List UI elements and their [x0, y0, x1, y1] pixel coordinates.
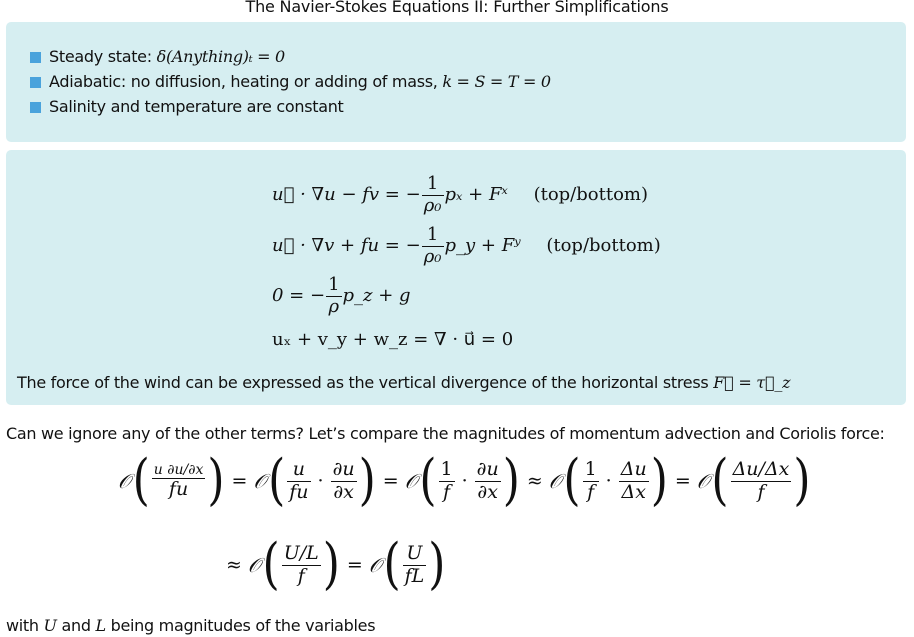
x-momentum-equation: u⃗ · ∇u − fv = − $\frac{1}{\text{ρ₀}}$ pₓ + Fˣ (top/bottom)	[272, 173, 648, 216]
bullet-square-icon	[30, 52, 41, 63]
scaling-equation-line-2: ≈ 𝒪 ( $\frac{U/L}{f}$ ) = 𝒪 ( $\frac{U}{fL}$ )	[226, 532, 446, 597]
scaling-equation-line-1: 𝒪 ( $\frac{u \partial u/\partial x}{fu}$ ) = 𝒪 ( $\frac{u}{fu}$ · $\frac{\partial u}{\partial x}$ ) = 𝒪 ( $\frac{1}{f}$ · $\frac{\partial u}{\partial x}$ ) ≈ 𝒪 ( $\frac{1}{f}$ · $\frac{\Delta u}{\Delta x}$ ) = 𝒪 ( $\frac{\Delta u/\Delta x}{f}$ )	[118, 448, 811, 513]
page-title: The Navier-Stokes Equations II: Further Simplifications	[245, 0, 669, 16]
assumption-item: Salinity and temperature are constant	[30, 94, 551, 119]
assumption-item: Steady state: δ(Anything)ₜ = 0	[30, 44, 551, 69]
footer-text: with U and L being magnitudes of the variables	[6, 616, 376, 635]
continuity-equation: uₓ + v_y + w_z = ∇ · u⃗ = 0	[272, 329, 514, 350]
bullet-square-icon	[30, 77, 41, 88]
hydrostatic-equation: 0 = − $\frac{1}{\rho}$ p_z + g	[272, 274, 411, 317]
question-text: Can we ignore any of the other terms? Let’s compare the magnitudes of momentum advection and Coriolis force:	[6, 424, 885, 443]
assumptions-list	[30, 44, 551, 119]
bullet-square-icon	[30, 102, 41, 113]
assumption-item: Adiabatic: no diffusion, heating or adding of mass, k = S = T = 0	[30, 69, 551, 94]
y-momentum-equation: u⃗ · ∇v + fu = − $\frac{1}{\text{ρ₀}}$ p_y + Fʸ (top/bottom)	[272, 224, 661, 267]
wind-stress-note: The force of the wind can be expressed as the vertical divergence of the horizontal stress F⃗ = τ⃗_z	[17, 373, 791, 392]
